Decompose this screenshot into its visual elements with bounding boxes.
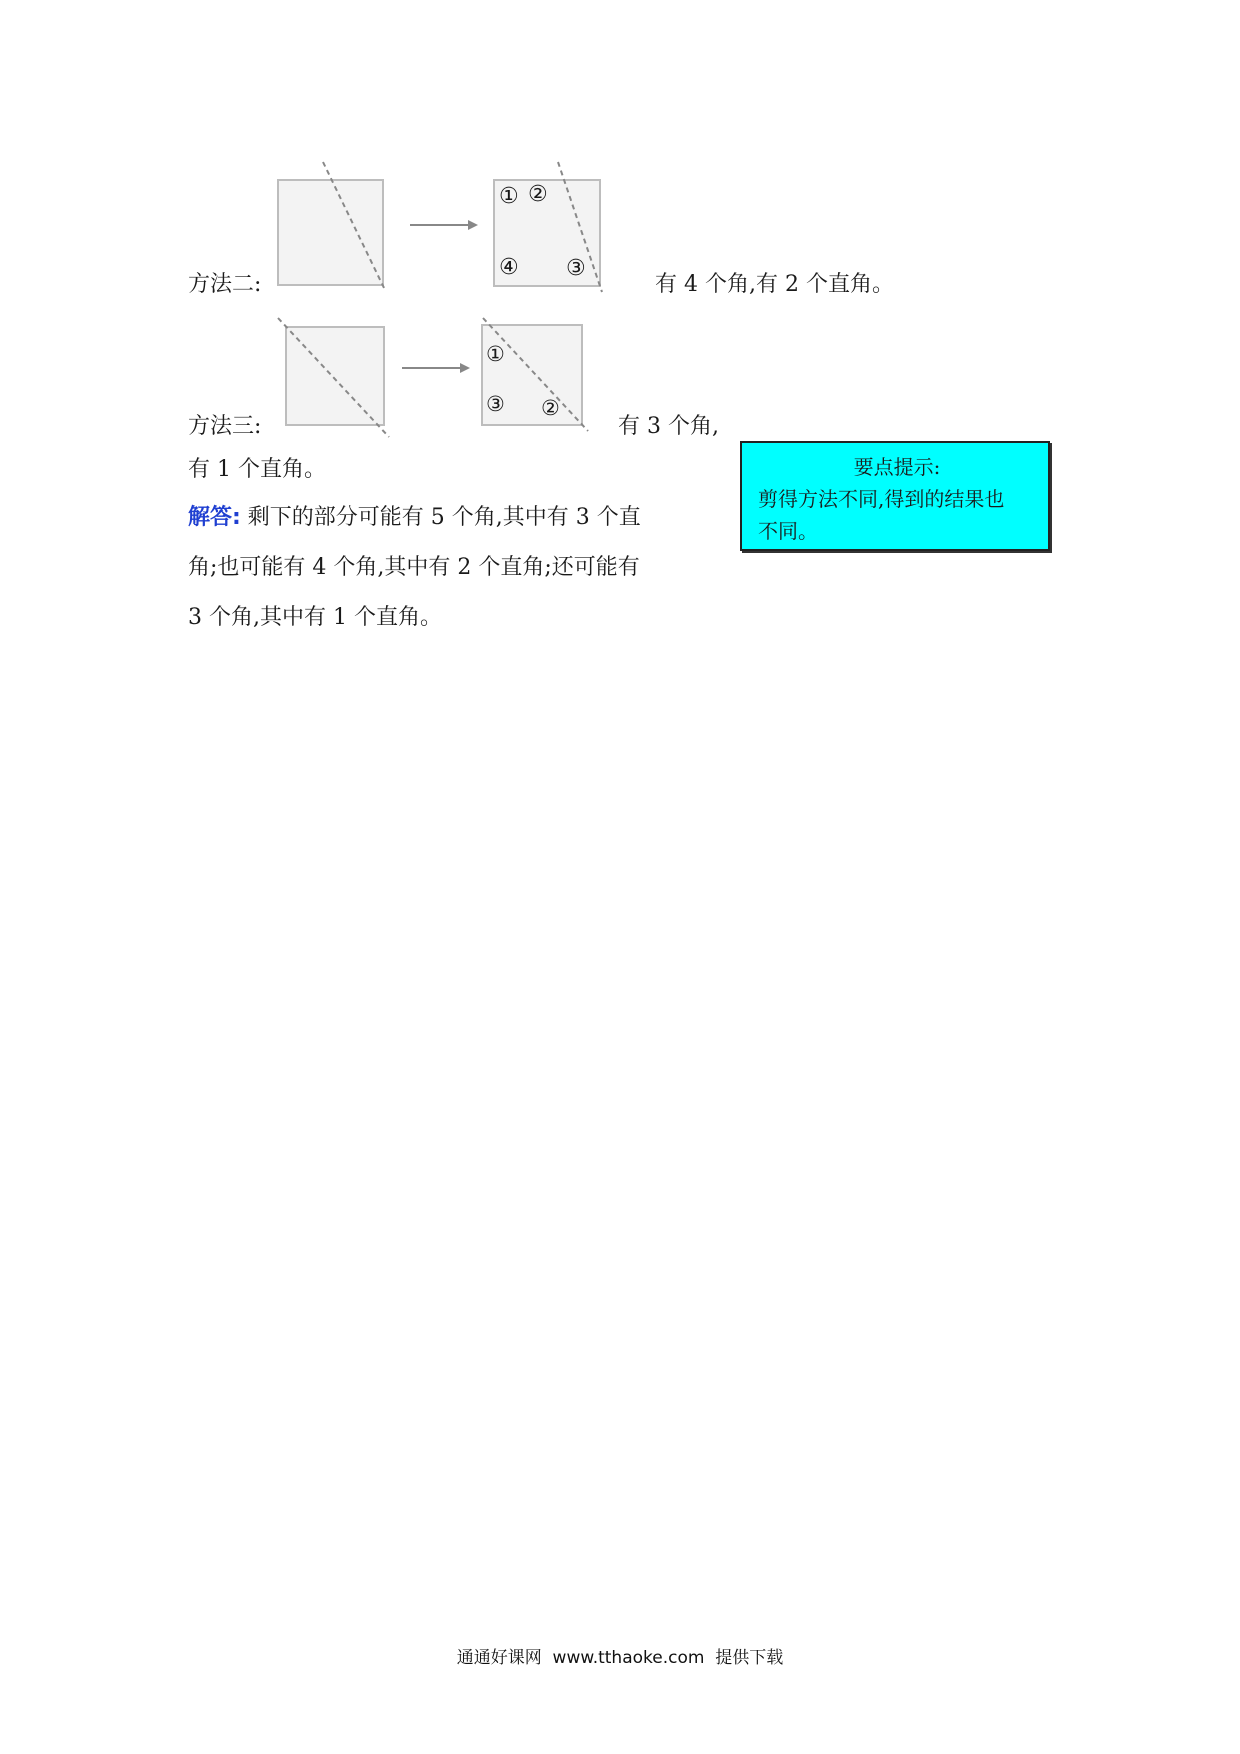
corner-marker-2: ② <box>541 396 560 420</box>
answer-label: 解答: <box>188 505 241 530</box>
tip-text-2: 不同。 <box>758 519 818 543</box>
method2-original-figure <box>270 160 400 295</box>
answer-text-1: 剩下的部分可能有 5 个角,其中有 3 个直 <box>240 505 641 530</box>
method3-result-continued: 有 1 个直角。 <box>188 457 326 482</box>
corner-marker-1: ① <box>499 184 519 209</box>
answer-line-2: 角;也可能有 4 个角,其中有 2 个直角;还可能有 <box>188 555 640 580</box>
method3-label: 方法三: <box>188 414 262 439</box>
corner-marker-2: ② <box>528 182 548 207</box>
answer-line-3: 3 个角,其中有 1 个直角。 <box>188 605 442 630</box>
method2-label: 方法二: <box>188 272 262 297</box>
method3-arrow <box>400 358 472 378</box>
method2-arrow <box>408 215 480 235</box>
footer-credit: 通通好课网 www.tthaoke.com 提供下载 <box>456 1648 784 1668</box>
corner-marker-1: ① <box>486 342 505 366</box>
method3-result: 有 3 个角, <box>618 414 719 439</box>
tip-box <box>740 441 1050 551</box>
corner-marker-3: ③ <box>486 392 505 416</box>
corner-marker-4: ④ <box>499 255 519 280</box>
tip-text-1: 剪得方法不同,得到的结果也 <box>758 487 1005 511</box>
method3-result-figure <box>478 315 598 440</box>
answer-line-1 <box>188 503 641 533</box>
tip-title: 要点提示: <box>853 455 941 479</box>
corner-marker-3: ③ <box>566 256 586 281</box>
method2-result: 有 4 个角,有 2 个直角。 <box>655 272 894 297</box>
method3-original-figure <box>276 315 396 440</box>
